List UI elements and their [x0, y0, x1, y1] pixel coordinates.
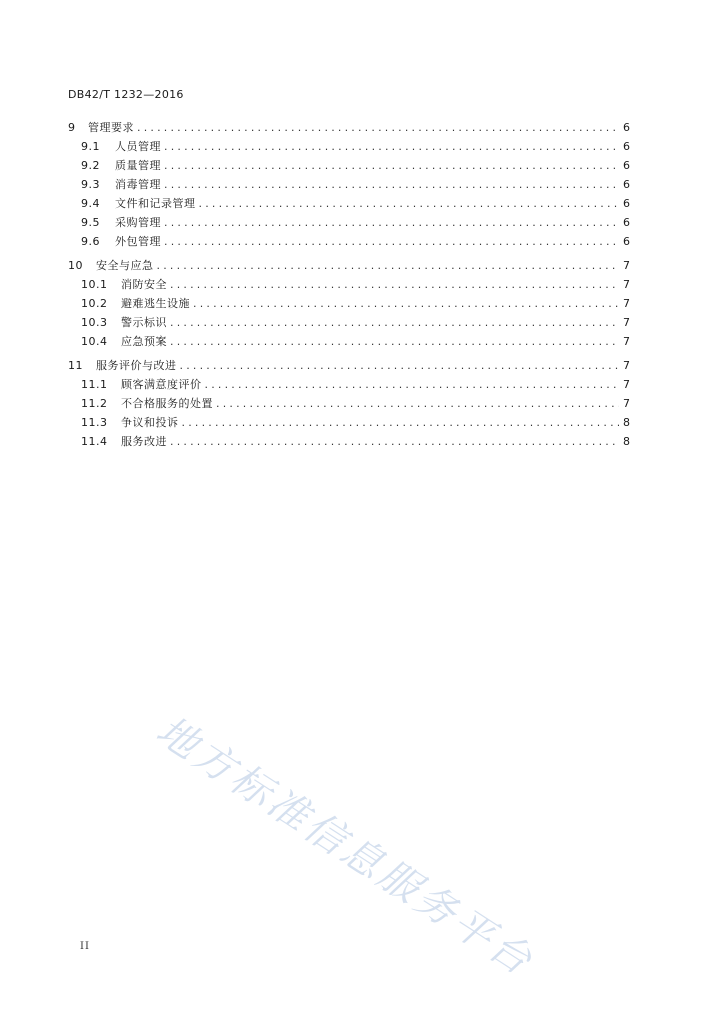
toc-page-number: 7 — [623, 278, 630, 291]
dot-leader — [170, 313, 619, 332]
toc-page-number: 7 — [623, 259, 630, 272]
toc-page-number: 7 — [623, 397, 630, 410]
toc-page-number: 7 — [623, 378, 630, 391]
toc-number: 9.3 — [81, 178, 100, 191]
toc-entry-11-1[interactable] — [68, 375, 630, 394]
toc-title: 争议和投诉 — [121, 416, 179, 429]
toc-title: 安全与应急 — [96, 259, 154, 272]
dot-leader — [199, 194, 620, 213]
toc-title: 采购管理 — [115, 216, 161, 229]
toc-number: 9.5 — [81, 216, 100, 229]
toc-number: 10.2 — [81, 297, 108, 310]
toc-entry-11-3[interactable] — [68, 413, 630, 432]
toc-number: 9.2 — [81, 159, 100, 172]
toc-entry-10[interactable] — [68, 256, 630, 275]
dot-leader — [164, 137, 619, 156]
toc-title: 不合格服务的处置 — [121, 397, 213, 410]
watermark: 地方标准信息服务平台 — [148, 707, 543, 986]
toc-number: 10 — [68, 259, 83, 272]
toc-entry-10-1[interactable] — [68, 275, 630, 294]
toc-title: 顾客满意度评价 — [121, 378, 202, 391]
toc-entry-9-1[interactable] — [68, 137, 630, 156]
toc-number: 11.3 — [81, 416, 108, 429]
dot-leader — [137, 118, 619, 137]
toc-page-number: 7 — [623, 335, 630, 348]
toc-page-number: 8 — [623, 416, 630, 429]
toc-entry-10-3[interactable] — [68, 313, 630, 332]
toc-entry-9[interactable] — [68, 118, 630, 137]
dot-leader — [170, 432, 619, 451]
toc-title: 避难逃生设施 — [121, 297, 190, 310]
footer-page-number: II — [80, 941, 90, 952]
toc-title: 服务改进 — [121, 435, 167, 448]
toc-title: 管理要求 — [88, 121, 134, 134]
dot-leader — [193, 294, 619, 313]
dot-leader — [205, 375, 620, 394]
toc-title: 警示标识 — [121, 316, 167, 329]
toc-number: 11 — [68, 359, 83, 372]
dot-leader — [164, 175, 619, 194]
toc-entry-11-4[interactable] — [68, 432, 630, 451]
toc-entry-10-4[interactable] — [68, 332, 630, 351]
toc-title: 消防安全 — [121, 278, 167, 291]
toc-page-number: 6 — [623, 178, 630, 191]
toc-number: 10.4 — [81, 335, 108, 348]
toc-title: 消毒管理 — [115, 178, 161, 191]
toc-entry-9-4[interactable] — [68, 194, 630, 213]
toc-number: 11.1 — [81, 378, 108, 391]
dot-leader — [164, 156, 619, 175]
toc-number: 11.2 — [81, 397, 108, 410]
dot-leader — [164, 232, 619, 251]
toc-number: 9.6 — [81, 235, 100, 248]
toc-page-number: 7 — [623, 297, 630, 310]
table-of-contents — [68, 118, 630, 451]
toc-page-number: 6 — [623, 197, 630, 210]
dot-leader — [170, 332, 619, 351]
toc-entry-9-3[interactable] — [68, 175, 630, 194]
toc-page-number: 7 — [623, 359, 630, 372]
dot-leader — [170, 275, 619, 294]
dot-leader — [157, 256, 620, 275]
toc-number: 10.3 — [81, 316, 108, 329]
toc-entry-11-2[interactable] — [68, 394, 630, 413]
toc-number: 10.1 — [81, 278, 108, 291]
toc-title: 外包管理 — [115, 235, 161, 248]
toc-title: 质量管理 — [115, 159, 161, 172]
toc-entry-9-6[interactable] — [68, 232, 630, 251]
toc-entry-11[interactable] — [68, 356, 630, 375]
dot-leader — [182, 413, 620, 432]
toc-title: 文件和记录管理 — [115, 197, 196, 210]
toc-entry-9-5[interactable] — [68, 213, 630, 232]
toc-entry-9-2[interactable] — [68, 156, 630, 175]
toc-page-number: 7 — [623, 316, 630, 329]
toc-page-number: 6 — [623, 159, 630, 172]
toc-number: 9 — [68, 121, 76, 134]
toc-page-number: 6 — [623, 121, 630, 134]
toc-title: 应急预案 — [121, 335, 167, 348]
toc-title: 人员管理 — [115, 140, 161, 153]
toc-page-number: 6 — [623, 140, 630, 153]
toc-page-number: 6 — [623, 235, 630, 248]
dot-leader — [164, 213, 619, 232]
dot-leader — [216, 394, 619, 413]
dot-leader — [180, 356, 620, 375]
toc-number: 11.4 — [81, 435, 108, 448]
toc-page-number: 8 — [623, 435, 630, 448]
standard-number-header: DB42/T 1232—2016 — [68, 88, 184, 101]
toc-number: 9.1 — [81, 140, 100, 153]
toc-title: 服务评价与改进 — [96, 359, 177, 372]
toc-number: 9.4 — [81, 197, 100, 210]
toc-entry-10-2[interactable] — [68, 294, 630, 313]
toc-page-number: 6 — [623, 216, 630, 229]
